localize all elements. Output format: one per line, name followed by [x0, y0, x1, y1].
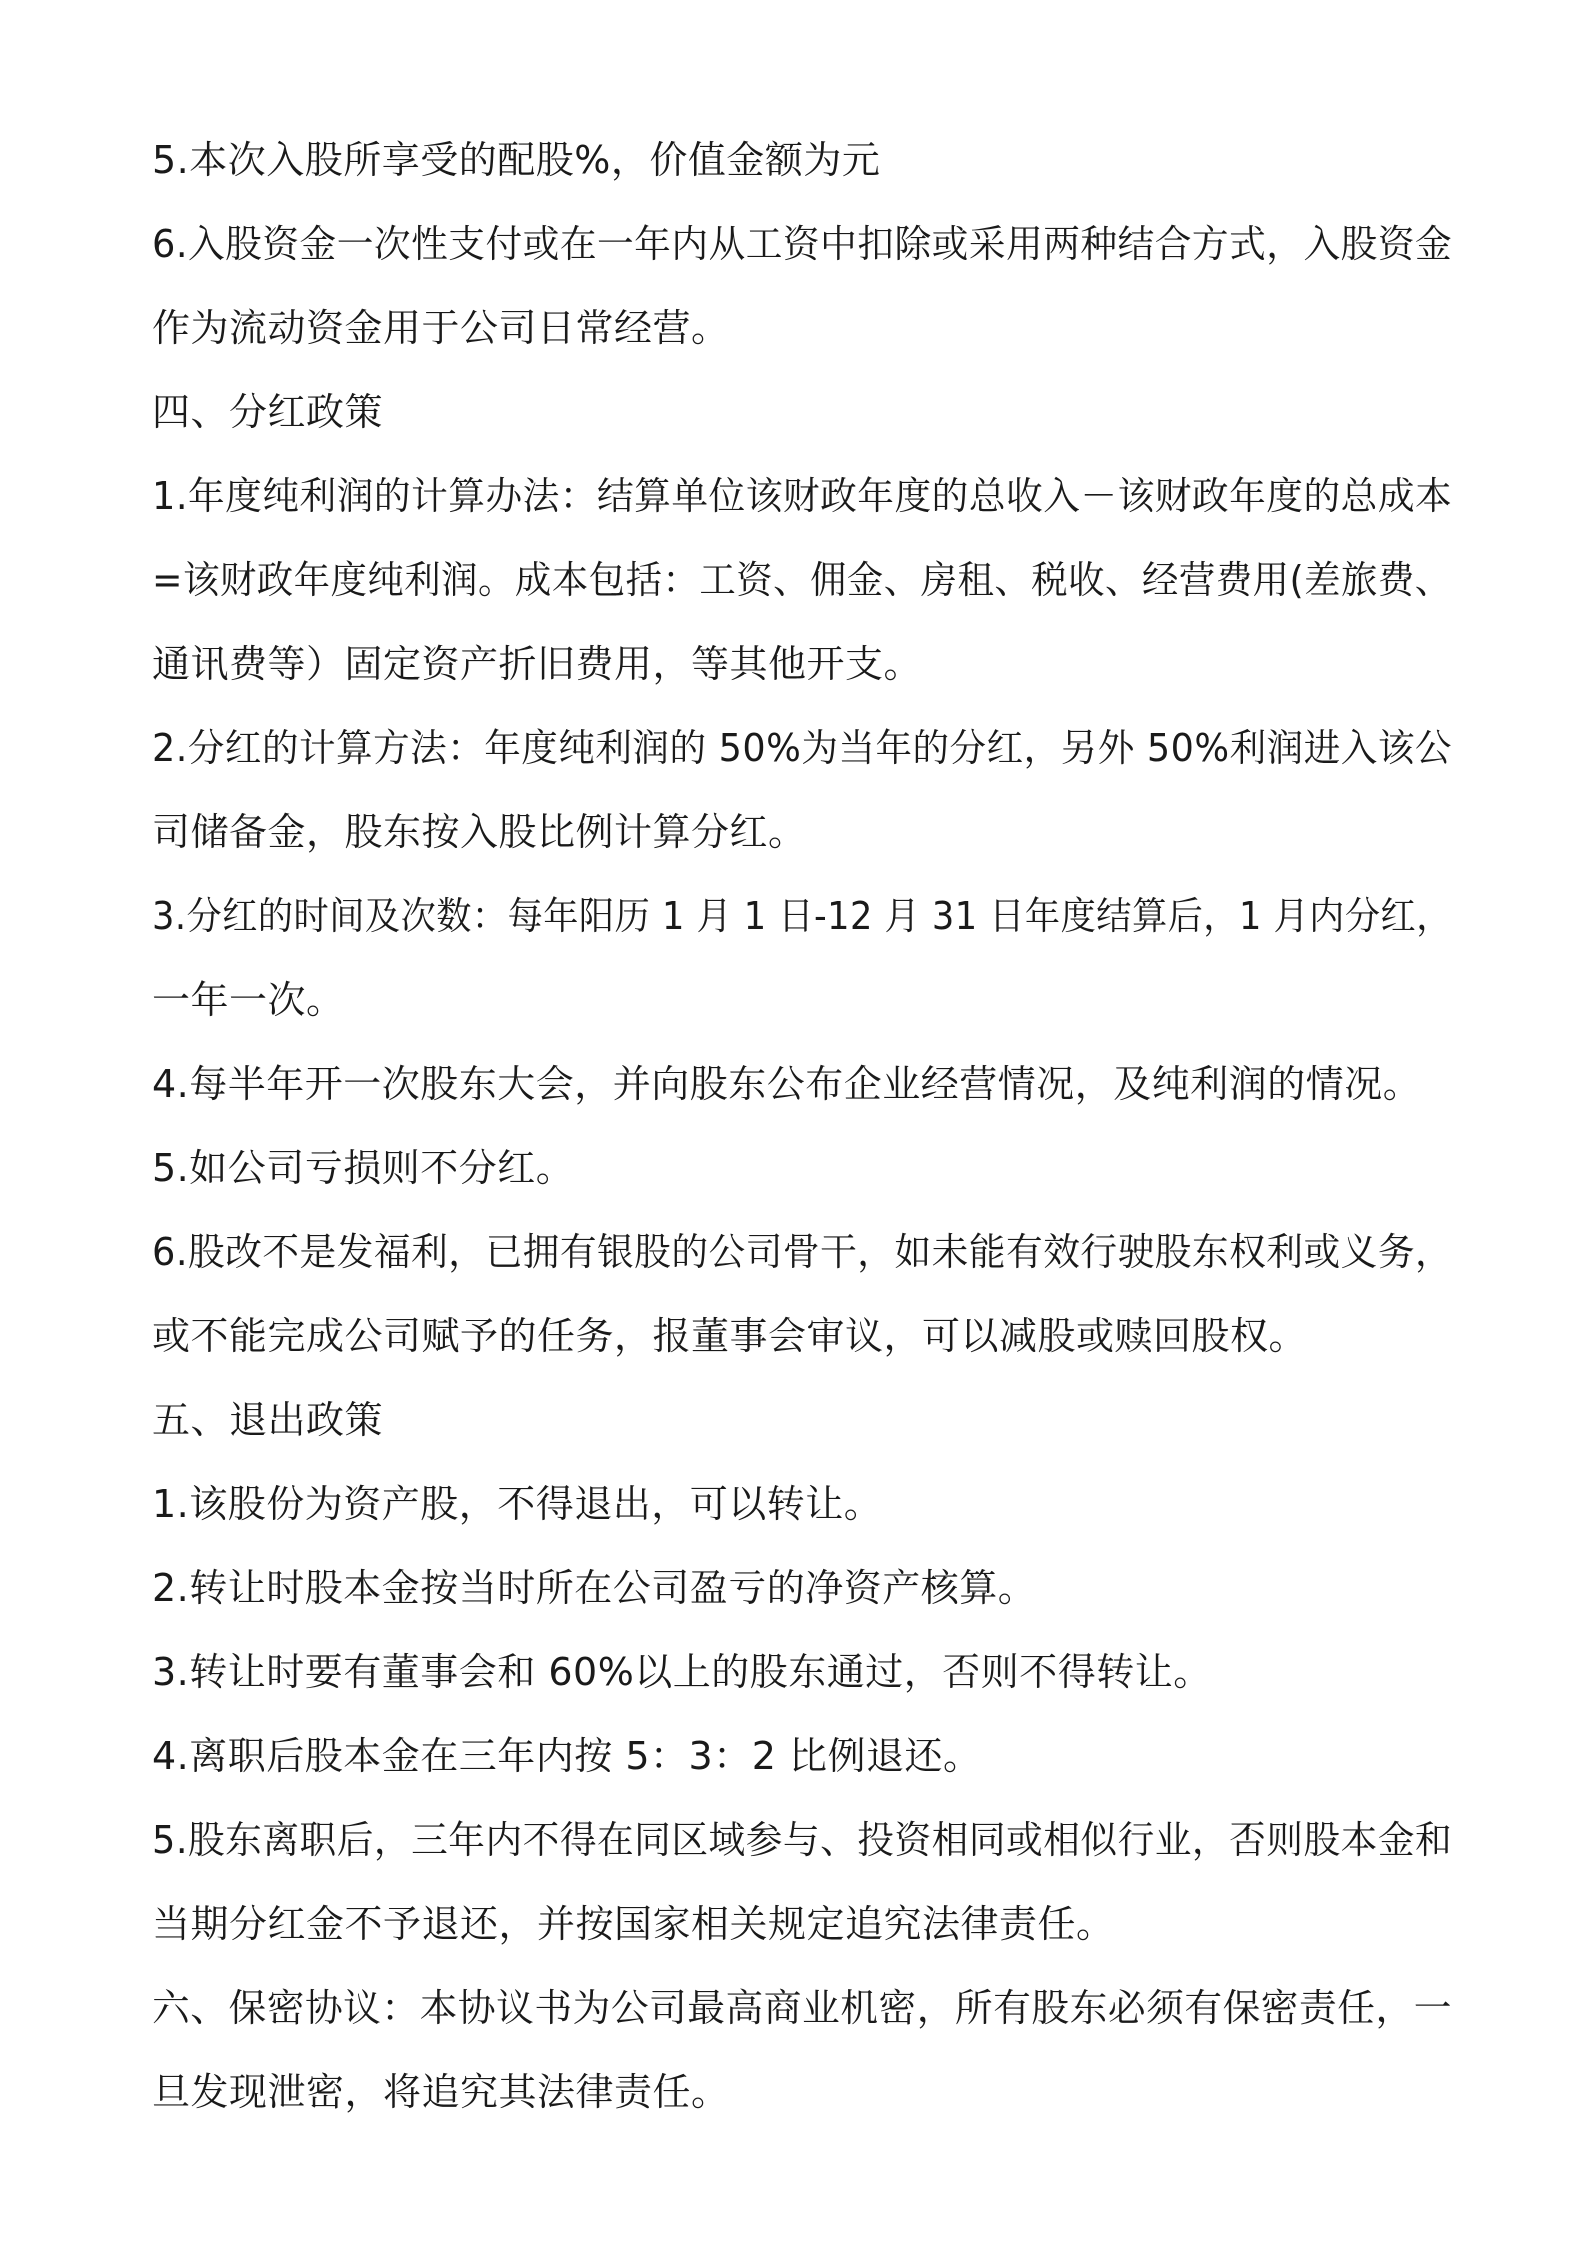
text-line: 通讯费等）固定资产折旧费用，等其他开支。 — [152, 642, 923, 686]
text-line: 作为流动资金用于公司日常经营。 — [152, 306, 730, 350]
text-line: 旦发现泄密，将追究其法律责任。 — [152, 2070, 730, 2114]
text-line: 5.如公司亏损则不分红。 — [152, 1146, 575, 1190]
text-line: 当期分红金不予退还，并按国家相关规定追究法律责任。 — [152, 1902, 1115, 1946]
text-line: 2.转让时股本金按当时所在公司盈亏的净资产核算。 — [152, 1566, 1037, 1610]
text-line: 1.该股份为资产股，不得退出，可以转让。 — [152, 1482, 883, 1526]
text-line: =该财政年度纯利润。成本包括：工资、佣金、房租、税收、经营费用(差旅费、 — [152, 558, 1452, 602]
section-heading: 五、退出政策 — [152, 1398, 384, 1442]
text-line: 5.本次入股所享受的配股%，价值金额为元 — [152, 138, 881, 182]
text-line: 或不能完成公司赋予的任务，报董事会审议，可以减股或赎回股权。 — [152, 1314, 1308, 1358]
text-line: 2.分红的计算方法：年度纯利润的 50%为当年的分红，另外 50%利润进入该公 — [152, 726, 1452, 770]
text-line: 5.股东离职后，三年内不得在同区域参与、投资相同或相似行业，否则股本金和 — [152, 1818, 1453, 1862]
text-line: 1.年度纯利润的计算办法：结算单位该财政年度的总收入－该财政年度的总成本 — [152, 474, 1453, 518]
text-line: 6.入股资金一次性支付或在一年内从工资中扣除或采用两种结合方式，入股资金 — [152, 222, 1453, 266]
text-line: 4.离职后股本金在三年内按 5：3：2 比例退还。 — [152, 1734, 982, 1778]
text-line: 3.转让时要有董事会和 60%以上的股东通过，否则不得转让。 — [152, 1650, 1212, 1694]
text-line: 4.每半年开一次股东大会，并向股东公布企业经营情况，及纯利润的情况。 — [152, 1062, 1422, 1106]
document-body — [152, 118, 1452, 2134]
section-heading: 六、保密协议：本协议书为公司最高商业机密，所有股东必须有保密责任，一 — [152, 1986, 1452, 2030]
section-heading: 四、分红政策 — [152, 390, 384, 434]
text-line: 一年一次。 — [152, 978, 345, 1022]
text-line: 3.分红的时间及次数：每年阳历 1 月 1 日-12 月 31 日年度结算后，1 月内分红， — [152, 894, 1452, 938]
text-line: 司储备金，股东按入股比例计算分红。 — [152, 810, 807, 854]
text-line: 6.股改不是发福利，已拥有银股的公司骨干，如未能有效行驶股东权利或义务， — [152, 1230, 1453, 1274]
